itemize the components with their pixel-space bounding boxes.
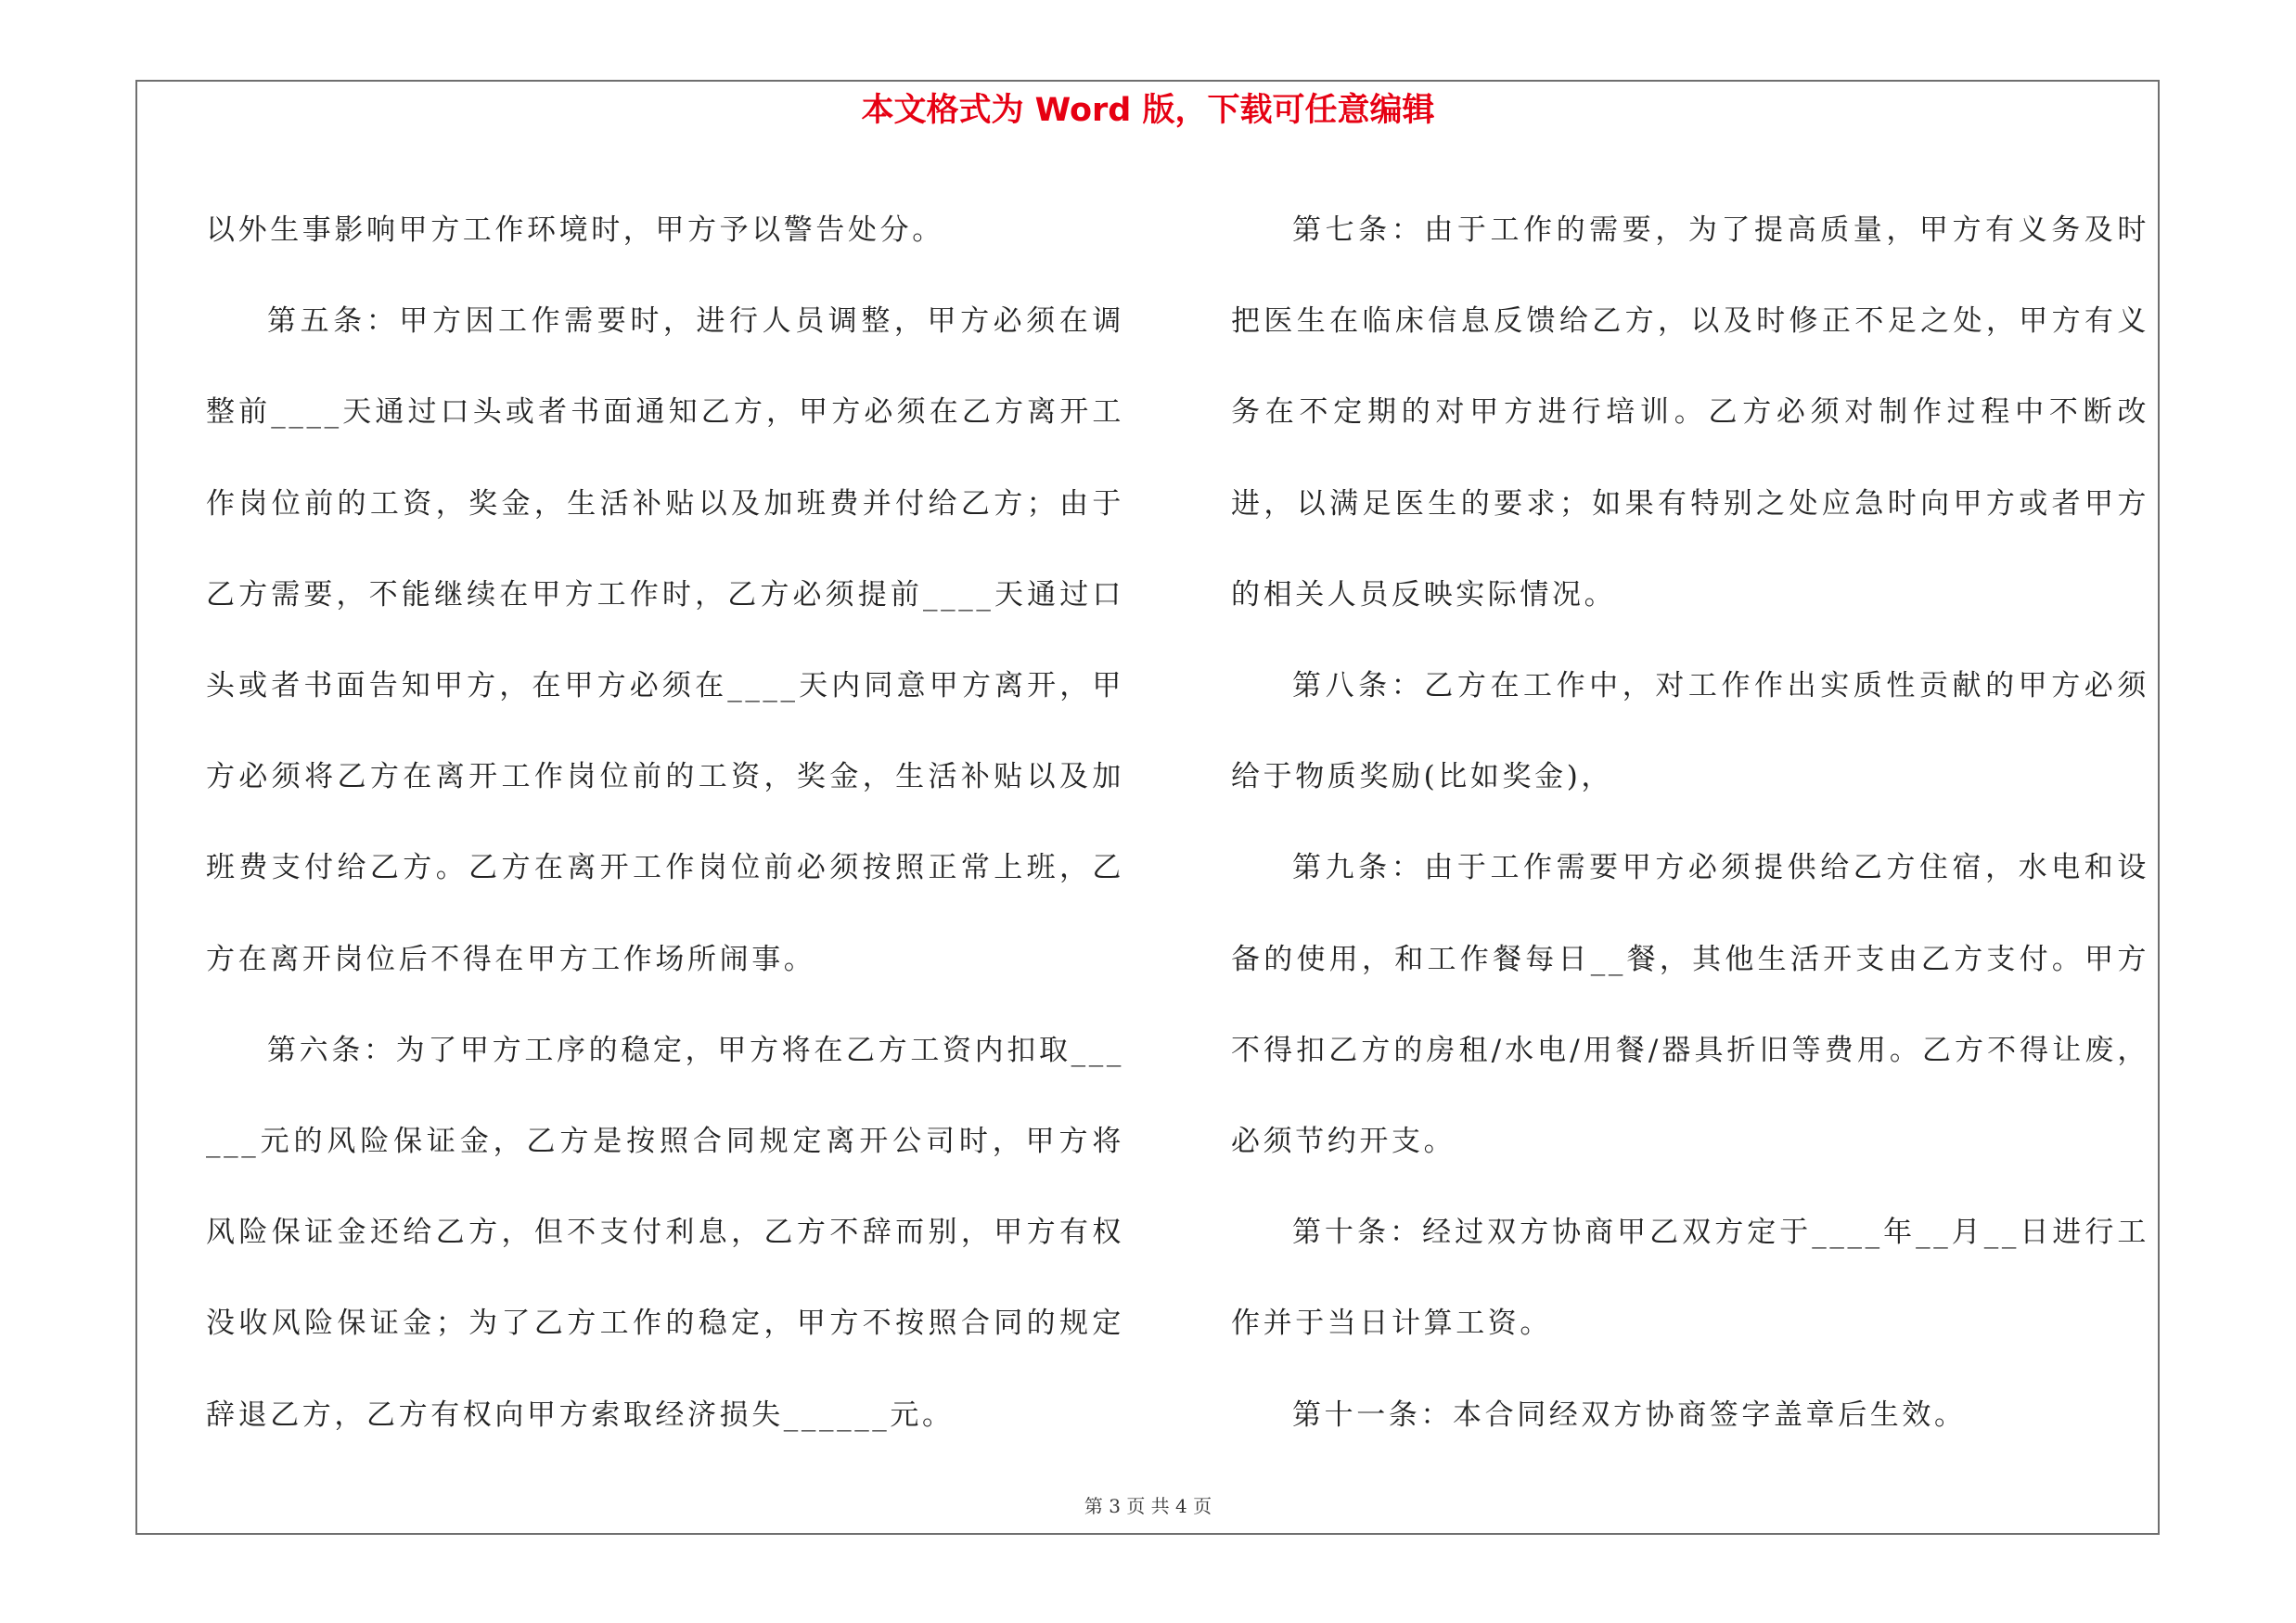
left-column [206, 185, 1124, 1461]
paragraph-article-9: 第九条：由于工作需要甲方必须提供给乙方住宿，水电和设备的使用，和工作餐每日__餐，其他生活开支由乙方支付。甲方不得扣乙方的房租/水电/用餐/器具折旧等费用。乙方不得让废，必须节约开支。 [1231, 851, 2149, 1159]
format-notice: 本文格式为 Word 版，下载可任意编辑 [861, 92, 1435, 129]
paragraph-article-8: 第八条：乙方在工作中，对工作作出实质性贡献的甲方必须给于物质奖励(比如奖金)， [1231, 669, 2149, 794]
paragraph-article-11: 第十一条：本合同经双方协商签字盖章后生效。 [1292, 1398, 1967, 1432]
page-number: 第 3 页 共 4 页 [1084, 1495, 1212, 1517]
paragraph-article-10: 第十条：经过双方协商甲乙双方定于____年__月__日进行工作并于当日计算工资。 [1231, 1216, 2149, 1341]
paragraph-article-6: 第六条：为了甲方工序的稳定，甲方将在乙方工资内扣取______元的风险保证金，乙方是按照合同规定离开公司时，甲方将风险保证金还给乙方，但不支付利息，乙方不辞而别，甲方有权没收风险保证金；为了乙方工作的稳定，甲方不按照合同的规定辞退乙方，乙方有权向甲方索取经济损失______元。 [206, 1033, 1124, 1432]
paragraph-article-5: 第五条：甲方因工作需要时，进行人员调整，甲方必须在调整前____天通过口头或者书面通知乙方，甲方必须在乙方离开工作岗位前的工资，奖金，生活补贴以及加班费并付给乙方；由于乙方需要，不能继续在甲方工作时，乙方必须提前____天通过口头或者书面告知甲方，在甲方必须在____天内同意甲方离开，甲方必须将乙方在离开工作岗位前的工资，奖金，生活补贴以及加班费支付给乙方。乙方在离开工作岗位前必须按照正常上班，乙方在离开岗位后不得在甲方工作场所闹事。 [206, 304, 1124, 976]
right-column [1231, 185, 2149, 1461]
paragraph-article-7: 第七条：由于工作的需要，为了提高质量，甲方有义务及时把医生在临床信息反馈给乙方，以及时修正不足之处，甲方有义务在不定期的对甲方进行培训。乙方必须对制作过程中不断改进，以满足医生的要求；如果有特别之处应急时向甲方或者甲方的相关人员反映实际情况。 [1231, 213, 2149, 612]
paragraph-continuation: 以外生事影响甲方工作环境时，甲方予以警告处分。 [206, 213, 944, 247]
